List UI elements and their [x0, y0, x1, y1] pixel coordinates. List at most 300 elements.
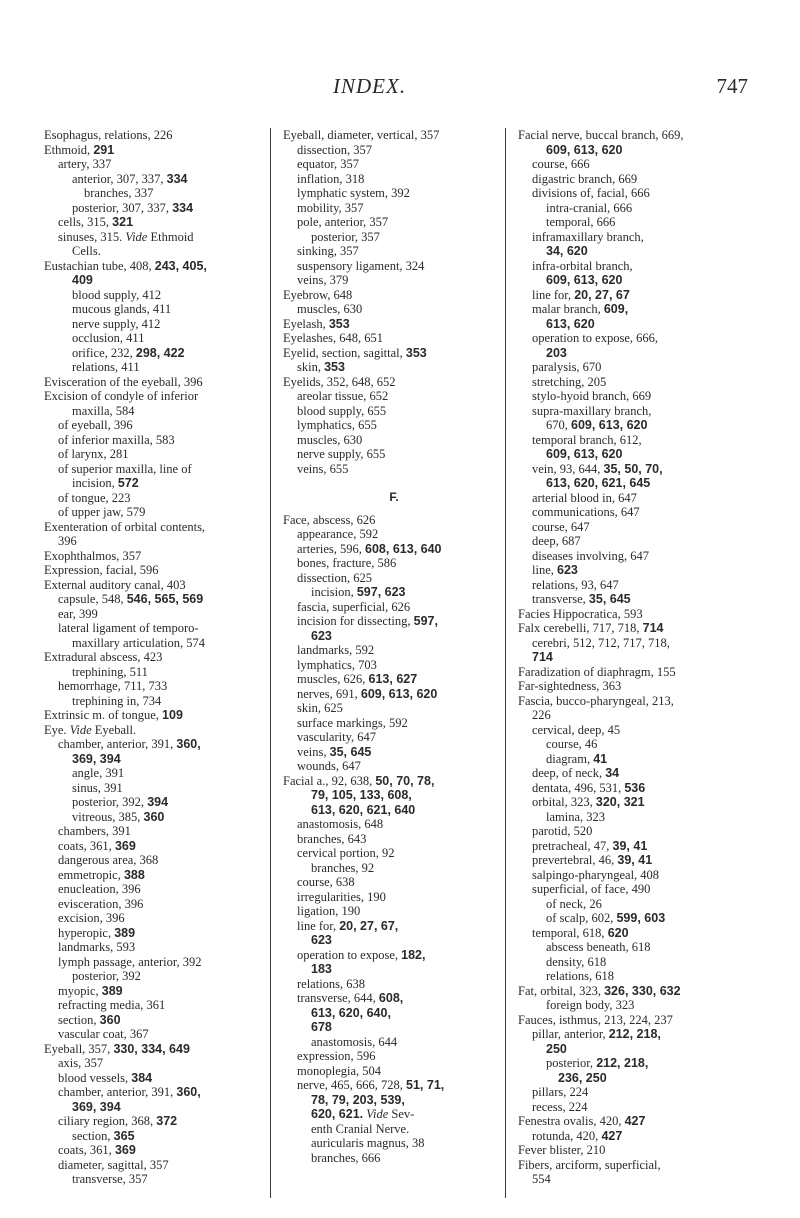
index-entry [518, 143, 768, 158]
figure-reference: 389 [101, 983, 123, 998]
figure-reference: 597, [413, 614, 438, 628]
index-entry: cells, 315, 321 [58, 215, 134, 229]
index-entry: incision, 597, 623 [311, 585, 406, 599]
index-entry: lamina, 323 [546, 809, 606, 824]
index-entry: lymphatic system, 392 [297, 186, 410, 200]
figure-reference: 353 [324, 360, 345, 374]
index-entry: Eyelid, section, sagittal, 353 [283, 345, 427, 360]
index-entry: pillars, 224 [532, 1085, 589, 1099]
index-entry: areolar tissue, 652 [297, 389, 389, 403]
index-entry: cerebri, 512, 712, 717, 718, [532, 635, 670, 650]
index-entry [283, 933, 505, 948]
figure-reference: 34 [605, 766, 620, 780]
index-entry: Cells. [72, 244, 101, 258]
index-entry: line, 623 [532, 563, 578, 577]
figure-reference: 427 [601, 1128, 623, 1143]
figure-reference: 609, [603, 302, 629, 316]
index-entry: Eyelids, 352, 648, 652 [283, 374, 396, 389]
index-entry: Eyeball, diameter, vertical, 357 [283, 128, 440, 142]
index-entry: Falx cerebelli, 717, 718, 714 [518, 621, 664, 635]
index-entry: pillar, anterior, 212, 218, [532, 1027, 661, 1041]
index-entry: of inferior maxilla, 583 [58, 432, 175, 447]
index-entry: of scalp, 602, 599, 603 [546, 911, 666, 925]
index-entry: muscles, 630 [297, 302, 363, 316]
index-entry: paralysis, 670 [532, 360, 602, 374]
index-entry [518, 244, 768, 259]
figure-reference: 427 [624, 1114, 646, 1128]
figure-reference: 623 [557, 563, 578, 577]
index-entry: branches, 92 [311, 860, 375, 875]
figure-reference: 330, 334, 649 [113, 1041, 190, 1056]
index-entry: nerve supply, 655 [297, 447, 386, 461]
figure-reference: 365 [113, 1128, 135, 1143]
index-column-1 [44, 128, 259, 1187]
index-entry: excision, 396 [58, 911, 125, 925]
figure-reference: 353 [405, 345, 427, 360]
index-entry: trephining in, 734 [72, 693, 162, 708]
index-entry: artery, 337 [58, 157, 112, 171]
index-entry: Eyebrow, 648 [283, 287, 353, 302]
figure-reference: 546, 565, 569 [126, 592, 204, 606]
index-entry: Evisceration of the eyeball, 396 [44, 374, 203, 389]
index-entry: communications, 647 [532, 505, 640, 519]
figure-reference: 250 [546, 1041, 567, 1056]
index-entry: course, 46 [546, 737, 598, 751]
index-entry: veins, 379 [297, 273, 349, 287]
index-entry: skin, 625 [297, 701, 343, 715]
index-entry: Faradization of diaphragm, 155 [518, 664, 676, 679]
index-entry: myopic, 389 [58, 983, 123, 998]
figure-reference: 360, [176, 737, 201, 751]
figure-reference: 409 [72, 273, 93, 287]
index-column-2 [270, 128, 505, 1198]
index-entry: blood supply, 412 [72, 287, 162, 302]
figure-reference: 714 [532, 650, 553, 664]
index-entry: wounds, 647 [297, 759, 361, 773]
index-entry: Eyelash, 353 [283, 316, 350, 331]
figure-reference: 320, 321 [595, 795, 645, 809]
index-entry: relations, 411 [72, 360, 140, 374]
index-entry: auricularis magnus, 38 [311, 1136, 425, 1150]
index-entry: section, 360 [58, 1012, 121, 1027]
index-entry: irregularities, 190 [297, 889, 386, 904]
index-entry: Fascia, bucco-pharyngeal, 213, [518, 693, 674, 708]
figure-reference: 182, [401, 947, 426, 962]
figure-reference: 623 [311, 628, 332, 643]
index-entry [283, 962, 505, 977]
figure-reference: 35, 645 [588, 592, 631, 606]
index-entry: relations, 93, 647 [532, 577, 619, 592]
index-entry: operation to expose, 182, [297, 947, 426, 962]
index-entry: intra-cranial, 666 [546, 200, 633, 215]
index-entry: chamber, anterior, 391, 360, [58, 737, 201, 751]
index-entry: of larynx, 281 [58, 447, 129, 461]
index-entry: hemorrhage, 711, 733 [58, 679, 168, 693]
index-entry: branches, 337 [84, 186, 154, 200]
index-entry: fascia, superficial, 626 [297, 599, 411, 614]
index-entry: foreign body, 323 [546, 998, 635, 1012]
figure-reference: 212, 218, [608, 1027, 661, 1041]
index-entry: Extrinsic m. of tongue, 109 [44, 708, 183, 722]
index-entry [518, 273, 768, 288]
index-entry [518, 447, 768, 462]
figure-reference: 353 [328, 316, 350, 331]
index-entry: Fever blister, 210 [518, 1143, 606, 1157]
index-entry: bones, fracture, 586 [297, 556, 397, 570]
index-entry: Eyeball, 357, 330, 334, 649 [44, 1041, 190, 1056]
figure-reference: 35, 50, 70, [603, 461, 663, 476]
index-entry: divisions of, facial, 666 [532, 186, 650, 200]
index-entry: Esophagus, relations, 226 [44, 128, 173, 142]
figure-reference: 334 [166, 171, 188, 186]
index-entry [283, 629, 505, 644]
index-entry: External auditory canal, 403 [44, 577, 186, 592]
index-entry: trephining, 511 [72, 664, 148, 679]
figure-reference: 609, 613, 620 [546, 447, 623, 461]
index-entry: chambers, 391 [58, 824, 131, 838]
index-entry: digastric branch, 669 [532, 171, 638, 186]
index-entry [518, 1071, 768, 1086]
figure-reference: 369 [114, 838, 136, 853]
index-entry: incision for dissecting, 597, [297, 614, 438, 628]
figure-reference: 39, 41 [617, 853, 653, 867]
index-entry: Facies Hippocratica, 593 [518, 606, 643, 621]
index-entry: dissection, 625 [297, 570, 372, 585]
index-entry: veins, 655 [297, 461, 349, 476]
vide-reference: Vide [125, 229, 148, 244]
index-entry: cervical, deep, 45 [532, 722, 621, 737]
index-entry: coats, 361, 369 [58, 1143, 136, 1157]
index-entry: deep, 687 [532, 534, 581, 548]
index-entry: of superior maxilla, line of [58, 461, 192, 476]
index-entry: line for, 20, 27, 67 [532, 287, 630, 302]
index-entry: transverse, 35, 645 [532, 592, 631, 606]
index-entry: 670, 609, 613, 620 [546, 418, 648, 432]
figure-reference: 608, [378, 991, 404, 1005]
index-entry: Fenestra ovalis, 420, 427 [518, 1114, 646, 1128]
index-entry [518, 1042, 768, 1057]
index-entry: landmarks, 593 [58, 940, 136, 954]
figure-reference: 536 [624, 780, 646, 795]
index-entry: parotid, 520 [532, 824, 593, 838]
index-entry: sinking, 357 [297, 244, 359, 258]
index-entry [518, 317, 768, 332]
figure-reference: 620, 621. [311, 1107, 364, 1121]
index-entry: rotunda, 420, 427 [532, 1128, 623, 1143]
index-entry: ligation, 190 [297, 904, 361, 918]
index-entry: arterial blood in, 647 [532, 490, 637, 505]
index-entry: Fat, orbital, 323, 326, 330, 632 [518, 983, 681, 998]
index-entry: lymph passage, anterior, 392 [58, 954, 202, 969]
figure-reference: 369 [114, 1143, 136, 1157]
index-entry: of tongue, 223 [58, 490, 131, 505]
index-entry: deep, of neck, 34 [532, 766, 620, 780]
index-entry: vein, 93, 644, 35, 50, 70, [532, 461, 663, 476]
index-entry [283, 788, 505, 803]
index-entry: coats, 361, 369 [58, 838, 136, 853]
index-entry: lymphatics, 655 [297, 418, 377, 432]
index-entry: Exophthalmos, 357 [44, 548, 142, 563]
index-entry: emmetropic, 388 [58, 867, 145, 882]
figure-reference: 360, [176, 1085, 201, 1099]
figure-reference: 109 [162, 708, 183, 722]
figure-reference: 183 [311, 962, 332, 976]
index-entry: enucleation, 396 [58, 882, 141, 896]
index-entry: relations, 638 [297, 976, 366, 991]
index-entry: temporal, 618, 620 [532, 925, 629, 940]
index-entry: sinuses, 315. Vide Ethmoid [58, 229, 194, 244]
index-entry: transverse, 357 [72, 1172, 148, 1186]
index-entry [44, 273, 259, 288]
index-entry: anterior, 307, 337, 334 [72, 171, 188, 186]
index-entry: posterior, 392 [72, 969, 141, 983]
index-entry: Face, abscess, 626 [283, 512, 376, 527]
figure-reference: 203 [546, 345, 567, 360]
index-entry: 226 [532, 708, 551, 722]
index-entry: suspensory ligament, 324 [297, 258, 425, 273]
figure-reference: 326, 330, 632 [604, 983, 681, 998]
index-entry: 396 [58, 534, 77, 548]
index-entry: maxilla, 584 [72, 403, 135, 418]
index-entry: recess, 224 [532, 1099, 588, 1114]
figure-reference: 34, 620 [546, 244, 588, 258]
index-entry: nerve supply, 412 [72, 316, 161, 331]
index-entry: temporal branch, 612, [532, 432, 642, 447]
figure-reference: 372 [156, 1114, 178, 1128]
index-entry: enth Cranial Nerve. [311, 1121, 410, 1136]
figure-reference: 212, 218, [596, 1056, 649, 1070]
index-entry: chamber, anterior, 391, 360, [58, 1085, 201, 1099]
index-entry: expression, 596 [297, 1049, 376, 1063]
index-entry: blood vessels, 384 [58, 1070, 153, 1085]
index-entry: line for, 20, 27, 67, [297, 918, 399, 933]
index-entry: surface markings, 592 [297, 715, 408, 730]
figure-reference: 608, 613, 640 [365, 541, 442, 556]
index-entry: nerves, 691, 609, 613, 620 [297, 686, 438, 701]
figure-reference: 291 [93, 142, 115, 157]
index-entry: posterior, 357 [311, 229, 380, 244]
figure-reference: 298, 422 [135, 345, 185, 360]
figure-reference: 243, 405, [154, 258, 207, 273]
figure-reference: 236, 250 [558, 1070, 607, 1085]
index-entry: course, 638 [297, 875, 355, 889]
figure-reference: 389 [114, 925, 136, 940]
index-entry [283, 1006, 505, 1021]
index-entry: nerve, 465, 666, 728, 51, 71, [297, 1078, 445, 1092]
index-entry: superficial, of face, 490 [532, 882, 651, 896]
index-entry: anastomosis, 644 [311, 1034, 398, 1049]
index-entry: Eyelashes, 648, 651 [283, 331, 383, 345]
index-entry: salpingo-pharyngeal, 408 [532, 867, 660, 882]
figure-reference: 39, 41 [612, 838, 648, 853]
figure-reference: 388 [123, 867, 145, 882]
index-entry: Extradural abscess, 423 [44, 650, 163, 664]
page-header [0, 74, 800, 100]
figure-reference: 613, 620, 621, 645 [546, 476, 651, 490]
index-entry: diseases involving, 647 [532, 548, 650, 563]
figure-reference: 394 [147, 795, 169, 809]
index-entry: 620, 621. Vide Sev- [311, 1107, 415, 1121]
index-entry: Expression, facial, 596 [44, 563, 159, 577]
figure-reference: 35, 645 [329, 744, 372, 759]
index-entry: malar branch, 609, [532, 302, 629, 316]
index-entry: landmarks, 592 [297, 643, 375, 657]
figure-reference: 369, 394 [72, 1099, 121, 1114]
index-entry: of eyeball, 396 [58, 418, 133, 432]
index-entry [44, 1100, 259, 1115]
figure-reference: 79, 105, 133, 608, [311, 788, 412, 802]
figure-reference: 321 [112, 215, 134, 229]
figure-reference: 609, 613, 620 [546, 142, 623, 157]
figure-reference: 41 [593, 751, 608, 766]
figure-reference: 613, 620, 621, 640 [311, 802, 416, 817]
figure-reference: 714 [642, 621, 664, 635]
index-entry: anastomosis, 648 [297, 817, 384, 831]
figure-reference: 613, 620, 640, [311, 1005, 391, 1020]
index-entry: occlusion, 411 [72, 331, 145, 345]
index-entry: Fauces, isthmus, 213, 224, 237 [518, 1012, 673, 1027]
figure-reference: 609, 613, 620 [571, 418, 648, 432]
index-entry: posterior, 307, 337, 334 [72, 200, 194, 215]
figure-reference: 51, 71, [406, 1078, 445, 1092]
index-entry: lateral ligament of temporo- [58, 621, 199, 635]
figure-reference: 384 [131, 1070, 153, 1085]
index-entry: branches, 666 [311, 1150, 381, 1165]
index-entry: cervical portion, 92 [297, 846, 395, 860]
index-entry: posterior, 212, 218, [546, 1056, 649, 1070]
figure-reference: 334 [172, 200, 194, 215]
index-entry: Far-sightedness, 363 [518, 679, 622, 693]
index-entry: branches, 643 [297, 831, 367, 846]
index-entry: Eye. Vide Eyeball. [44, 722, 137, 737]
figure-reference: 599, 603 [616, 911, 666, 925]
index-entry: hyperopic, 389 [58, 925, 136, 940]
index-entry: orbital, 323, 320, 321 [532, 795, 645, 809]
index-entry: infra-orbital branch, [532, 258, 633, 273]
vide-reference: Vide [366, 1107, 389, 1121]
figure-reference: 597, 623 [356, 585, 406, 599]
figure-reference: 50, 70, 78, [375, 773, 435, 788]
index-entry: angle, 391 [72, 766, 125, 780]
index-entry: diameter, sagittal, 357 [58, 1157, 169, 1172]
figure-reference: 620 [607, 925, 629, 940]
index-entry: ear, 399 [58, 606, 98, 621]
index-entry: mobility, 357 [297, 200, 364, 215]
figure-reference: 360 [99, 1012, 121, 1027]
index-entry: equator, 357 [297, 157, 359, 171]
index-entry [518, 650, 768, 665]
section-letter: F. [389, 490, 399, 504]
index-entry: section, 365 [72, 1128, 135, 1143]
figure-reference: 623 [311, 933, 332, 947]
figure-reference: 609, 613, 620 [546, 273, 623, 287]
index-entry: temporal, 666 [546, 215, 616, 229]
index-entry: of neck, 26 [546, 896, 602, 911]
index-entry: Excision of condyle of inferior [44, 389, 199, 403]
index-entry: muscles, 630 [297, 432, 363, 447]
figure-reference: 369, 394 [72, 751, 121, 766]
index-entry [518, 476, 768, 491]
index-entry: inframaxillary branch, [532, 229, 644, 244]
index-entry [518, 346, 768, 361]
index-entry: inflation, 318 [297, 171, 365, 186]
index-entry: diagram, 41 [546, 751, 608, 766]
index-entry: evisceration, 396 [58, 896, 144, 911]
index-entry: density, 618 [546, 954, 607, 969]
index-entry: Eustachian tube, 408, 243, 405, [44, 258, 207, 273]
index-entry [44, 752, 259, 767]
index-entry: posterior, 392, 394 [72, 795, 169, 809]
figure-reference: 613, 620 [546, 316, 595, 331]
index-entry: maxillary articulation, 574 [72, 635, 205, 650]
index-entry [283, 1093, 505, 1108]
figure-reference: 613, 627 [368, 672, 418, 686]
index-entry: Ethmoid, 291 [44, 142, 115, 157]
page-number: 747 [716, 74, 748, 98]
index-entry [283, 1020, 505, 1035]
index-entry: course, 647 [532, 519, 590, 534]
index-entry: Fibers, arciform, superficial, [518, 1157, 661, 1172]
index-entry: skin, 353 [297, 360, 345, 374]
figure-reference: 609, 613, 620 [360, 686, 438, 701]
index-entry: mucous glands, 411 [72, 302, 172, 316]
index-entry: transverse, 644, 608, [297, 991, 404, 1005]
index-entry: supra-maxillary branch, [532, 403, 652, 418]
index-entry: axis, 357 [58, 1056, 104, 1070]
index-entry: incision, 572 [72, 476, 139, 490]
figure-reference: 20, 27, 67 [574, 287, 630, 302]
index-entry: Facial nerve, buccal branch, 669, [518, 128, 684, 142]
index-entry: blood supply, 655 [297, 403, 387, 418]
index-entry: Exenteration of orbital contents, [44, 519, 206, 534]
index-entry: refracting media, 361 [58, 998, 166, 1012]
index-entry: operation to expose, 666, [532, 331, 659, 345]
figure-reference: 678 [311, 1020, 332, 1034]
index-entry: pretracheal, 47, 39, 41 [532, 838, 648, 853]
index-entry: vascularity, 647 [297, 730, 377, 744]
index-entry: sinus, 391 [72, 780, 123, 795]
index-entry: relations, 618 [546, 969, 615, 983]
index-entry: lymphatics, 703 [297, 657, 377, 672]
index-entry [283, 803, 505, 818]
index-entry: monoplegia, 504 [297, 1063, 382, 1078]
running-head-title: INDEX. [333, 74, 407, 98]
figure-reference: 20, 27, 67, [339, 918, 399, 933]
index-entry: pole, anterior, 357 [297, 215, 389, 229]
figure-reference: 78, 79, 203, 539, [311, 1092, 405, 1107]
index-entry: ciliary region, 368, 372 [58, 1114, 178, 1128]
index-entry: of upper jaw, 579 [58, 505, 146, 519]
index-entry: dangerous area, 368 [58, 853, 159, 867]
index-entry: course, 666 [532, 157, 590, 171]
vide-reference: Vide [69, 722, 92, 737]
index-entry: veins, 35, 645 [297, 744, 372, 759]
index-entry: vascular coat, 367 [58, 1027, 149, 1041]
index-entry: abscess beneath, 618 [546, 940, 651, 954]
index-entry: dentata, 496, 531, 536 [532, 780, 646, 795]
figure-reference: 360 [143, 809, 165, 824]
index-entry: Facial a., 92, 638, 50, 70, 78, [283, 773, 435, 788]
index-entry: stretching, 205 [532, 374, 607, 389]
index-entry: orifice, 232, 298, 422 [72, 345, 185, 360]
figure-reference: 572 [117, 476, 139, 490]
index-column-3 [505, 128, 768, 1198]
index-entry: arteries, 596, 608, 613, 640 [297, 541, 442, 556]
index-entry: stylo-hyoid branch, 669 [532, 389, 652, 403]
index-entry: dissection, 357 [297, 142, 372, 157]
index-entry: appearance, 592 [297, 527, 379, 541]
index-entry: muscles, 626, 613, 627 [297, 672, 418, 686]
